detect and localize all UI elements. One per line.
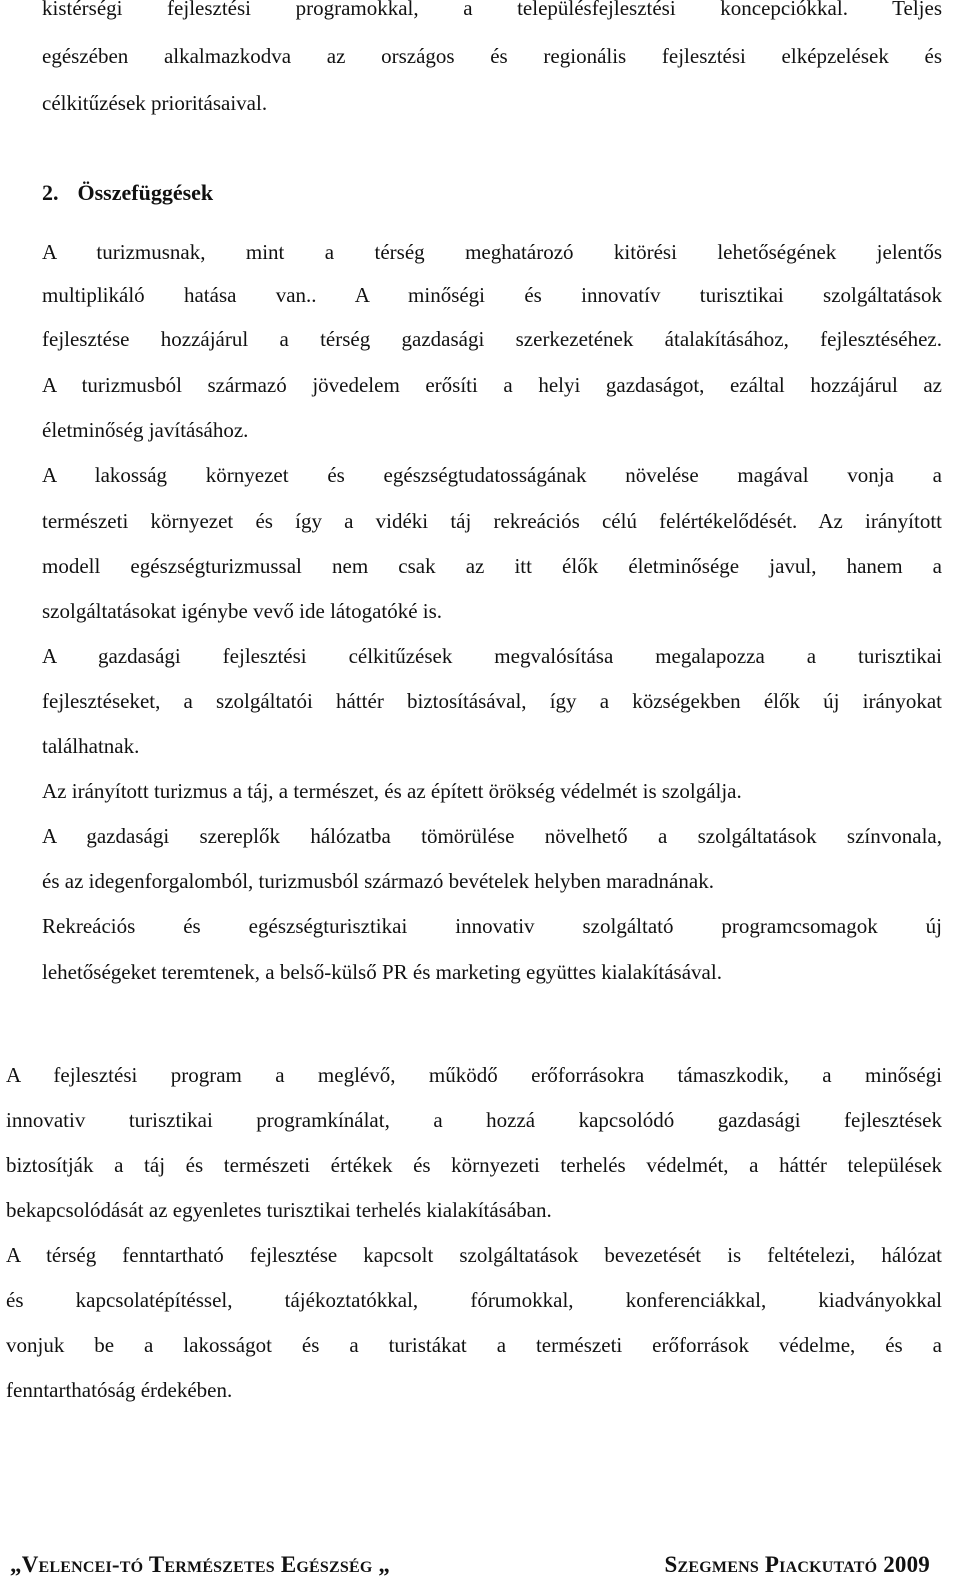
body-line: lehetőségeket teremtenek, a belső-külső PR és marketing együttes kialakításával. (42, 960, 722, 984)
closing-line: A fejlesztési program a meglévő, működő erőforrásokra támaszkodik, a minőségi (6, 1063, 942, 1087)
body-line: A turizmusból származó jövedelem erősíti a helyi gazdaságot, ezáltal hozzájárul az (42, 373, 942, 397)
body-line: A gazdasági szereplők hálózatba tömörülése növelhető a szolgáltatások színvonala, (42, 824, 942, 848)
body-line: természeti környezet és így a vidéki táj rekreációs célú felértékelődését. Az irányított (42, 509, 942, 533)
body-line: Az irányított turizmus a táj, a természet, és az épített örökség védelmét is szolgálja. (42, 779, 742, 803)
intro-line: célkitűzések prioritásaival. (42, 91, 268, 115)
footer-right-title: Szegmens Piackutató 2009 (664, 1552, 930, 1577)
body-line: találhatnak. (42, 734, 140, 758)
body-line: szolgáltatásokat igénybe vevő ide látogatóké is. (42, 599, 443, 623)
closing-line: vonjuk be a lakosságot és a turistákat a természeti erőforrások védelme, és a (6, 1333, 942, 1357)
intro-line: egészében alkalmazkodva az országos és regionális fejlesztési elképzelések és (42, 44, 942, 68)
body-line: A turizmusnak, mint a térség meghatározó kitörési lehetőségének jelentős (42, 240, 942, 264)
body-line: és az idegenforgalomból, turizmusból származó bevételek helyben maradnának. (42, 869, 714, 893)
closing-line: A térség fenntartható fejlesztése kapcsolt szolgáltatások bevezetését is feltételezi, hálózat (6, 1243, 942, 1267)
body-line: A lakosság környezet és egészségtudatosságának növelése magával vonja a (42, 463, 942, 487)
closing-line: és kapcsolatépítéssel, tájékoztatókkal, fórumokkal, konferenciákkal, kiadványokkal (6, 1288, 942, 1312)
body-line: fejlesztéseket, a szolgáltatói háttér biztosításával, így a községekben élők új irányokat (42, 689, 942, 713)
footer-left-title: „Velencei-tó Természetes Egészség „ (10, 1552, 391, 1577)
body-line: életminőség javításához. (42, 418, 249, 442)
closing-line: fenntarthatóság érdekében. (6, 1378, 233, 1402)
closing-line: biztosítják a táj és természeti értékek és környezeti terhelés védelmét, a háttér települések (6, 1153, 942, 1177)
closing-line: innovativ turisztikai programkínálat, a hozzá kapcsolódó gazdasági fejlesztések (6, 1108, 942, 1132)
body-line: modell egészségturizmussal nem csak az itt élők életminősége javul, hanem a (42, 554, 942, 578)
section-number: 2. (42, 180, 59, 205)
body-line: A gazdasági fejlesztési célkitűzések megvalósítása megalapozza a turisztikai (42, 644, 942, 668)
section-title: Összefüggések (77, 180, 214, 205)
body-line: Rekreációs és egészségturisztikai innovativ szolgáltató programcsomagok új (42, 914, 942, 938)
intro-line: kistérségi fejlesztési programokkal, a településfejlesztési koncepciókkal. Teljes (42, 0, 942, 20)
closing-line: bekapcsolódását az egyenletes turisztikai terhelés kialakításában. (6, 1198, 552, 1222)
body-line: fejlesztése hozzájárul a térség gazdasági szerkezetének átalakításához, fejlesztéséhez. (42, 327, 942, 351)
body-line: multiplikáló hatása van.. A minőségi és innovatív turisztikai szolgáltatások (42, 283, 942, 307)
section-heading (42, 178, 213, 208)
